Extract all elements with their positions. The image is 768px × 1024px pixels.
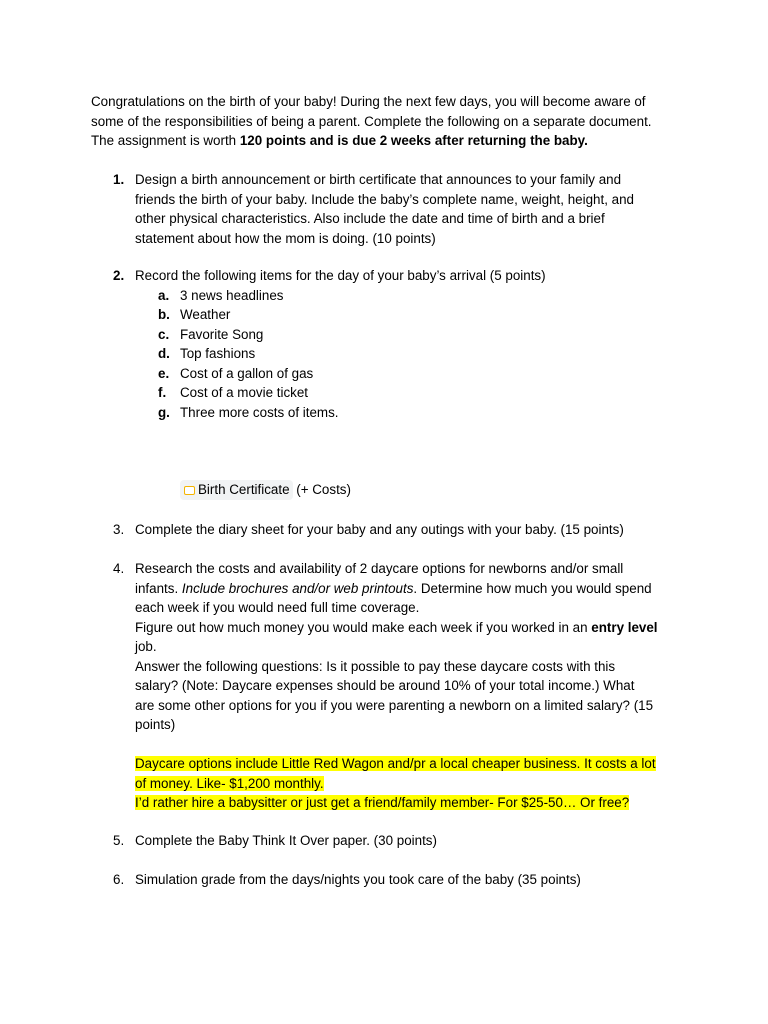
item-text-line: statement about how the mom is doing. (10 points) — [135, 230, 436, 246]
sub-item-letter: e. — [158, 365, 170, 381]
item-number: 5. — [113, 833, 125, 848]
sub-item-letter: g. — [158, 404, 170, 420]
sub-item-letter: c. — [158, 326, 170, 342]
list-item-6 — [91, 870, 691, 890]
item-text: . Determine how much you would spend — [413, 580, 652, 596]
item-number: 6. — [113, 872, 125, 887]
file-link-row — [180, 480, 351, 500]
sub-item-text: Cost of a movie ticket — [180, 385, 309, 400]
intro-bold-text: 120 points and is due 2 weeks after returning the baby. — [239, 133, 588, 148]
sub-item — [158, 403, 691, 423]
sub-item — [158, 305, 691, 325]
item-text-line: job. — [135, 639, 157, 654]
sub-item-text: Cost of a gallon of gas — [180, 365, 314, 381]
list-item-3 — [91, 520, 691, 540]
sub-item-text: Weather — [180, 307, 231, 322]
item-text-line — [135, 618, 691, 638]
item-text-line: salary? (Note: Daycare expenses should be around 10% of your total income.) What — [135, 678, 635, 693]
intro-line: some of the responsibilities of being a parent. Complete the following on a separate document. — [91, 113, 652, 129]
list-item-5 — [91, 831, 691, 851]
highlighted-answer — [135, 754, 691, 813]
sub-item-letter: a. — [158, 287, 170, 303]
file-chip-suffix: (+ Costs) — [292, 482, 351, 497]
sub-item-text: Favorite Song — [180, 326, 264, 342]
intro-line: Congratulations on the birth of your baby! During the next few days, you will become aware of — [91, 94, 646, 109]
list-item-4 — [91, 559, 691, 813]
answer-line: of money. Like- $1,200 monthly. — [135, 775, 324, 791]
item-italic-text: Include brochures and/or web printouts — [181, 580, 414, 596]
item-number: 4. — [113, 561, 125, 576]
sub-item-letter: f. — [158, 385, 167, 400]
item-text-line — [135, 579, 691, 599]
intro-text: The assignment is worth — [91, 133, 240, 148]
sub-item — [158, 364, 691, 384]
item-text-line: Complete the diary sheet for your baby and any outings with your baby. (15 points) — [135, 522, 624, 537]
sub-item-text: 3 news headlines — [180, 287, 284, 303]
item-text-line: other physical characteristics. Also include the date and time of birth and a brief — [135, 211, 605, 226]
item-number: 1. — [113, 172, 125, 187]
item-text-line: are some other options for you if you were parenting a newborn on a limited salary? (15 — [135, 697, 654, 713]
list-item-1 — [91, 170, 691, 248]
item-text-line: Design a birth announcement or birth certificate that announces to your family and — [135, 172, 622, 187]
birth-certificate-file-chip[interactable] — [180, 480, 293, 500]
item-number: 3. — [113, 522, 125, 537]
sub-item — [158, 286, 691, 306]
answer-line: I’d rather hire a babysitter or just get a friend/family member- For $25-50… Or free? — [135, 795, 630, 810]
sub-item — [158, 383, 691, 403]
item-text: Figure out how much money you would make each week if you worked in an — [135, 619, 592, 635]
sub-item — [158, 325, 691, 345]
sub-item-letter: b. — [158, 307, 170, 322]
google-sheets-icon — [184, 486, 195, 495]
item-text-line: Complete the Baby Think It Over paper. (30 points) — [135, 833, 437, 848]
item-text-line: points) — [135, 717, 176, 732]
sub-item — [158, 344, 691, 364]
answer-line: Daycare options include Little Red Wagon and/pr a local cheaper business. It costs a lot — [135, 756, 656, 771]
item-text-line: Simulation grade from the days/nights you took care of the baby (35 points) — [135, 872, 581, 887]
sub-item-letter: d. — [158, 346, 170, 361]
intro-line — [91, 131, 691, 151]
item-bold-text: entry level — [591, 619, 658, 635]
sub-item-text: Three more costs of items. — [180, 404, 339, 420]
item-text-line: friends the birth of your baby. Include the baby’s complete name, weight, height, and — [135, 191, 634, 207]
sub-item-text: Top fashions — [180, 346, 256, 361]
item-text: infants. — [135, 580, 182, 596]
item-number: 2. — [113, 268, 125, 283]
intro-paragraph — [91, 92, 691, 151]
item-text-line: each week if you would need full time coverage. — [135, 600, 420, 615]
list-item-2 — [91, 266, 691, 422]
item-text-line: Record the following items for the day of your baby’s arrival (5 points) — [135, 268, 546, 283]
item-text-line: Answer the following questions: Is it possible to pay these daycare costs with this — [135, 658, 616, 674]
file-chip-label: Birth Certificate — [198, 482, 290, 497]
item-text-line: Research the costs and availability of 2 daycare options for newborns and/or small — [135, 561, 624, 576]
